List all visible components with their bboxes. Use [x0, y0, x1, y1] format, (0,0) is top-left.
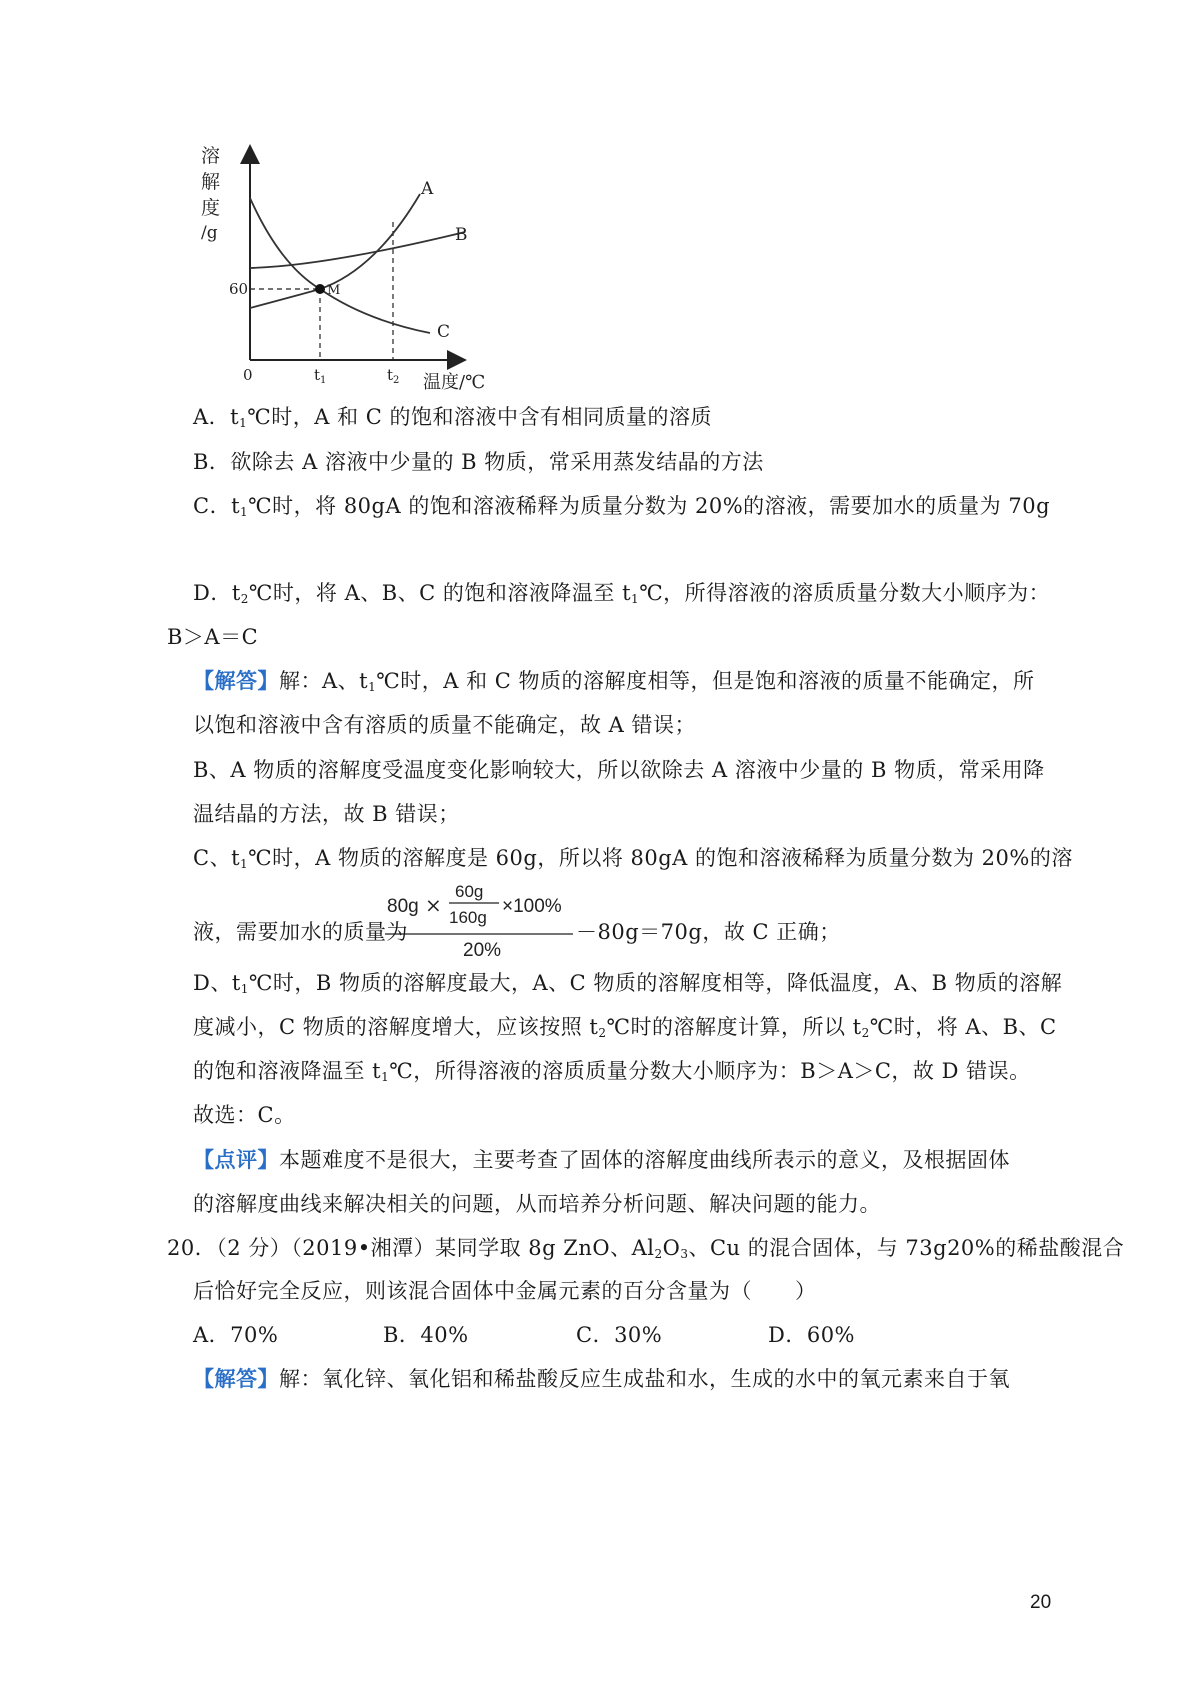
q20-option-b: B．40% [383, 1323, 469, 1347]
page-number: 20 [1030, 1592, 1052, 1613]
option-b: B．欲除去 A 溶液中少量的 B 物质，常采用蒸发结晶的方法 [193, 450, 764, 474]
q20-line-2: 后恰好完全反应，则该混合固体中金属元素的百分含量为（ ） [193, 1279, 817, 1303]
curve-label-b: B [455, 225, 468, 245]
comment-line-1: 【点评】本题难度不是很大，主要考查了固体的溶解度曲线所表示的意义，及根据固体 [193, 1147, 1010, 1172]
answer-line-5: C、$t_1℃$时，A 物质的溶解度是 60g，所以将 80gA 的饱和溶液稀释为质量分数为 20%的溶 [193, 846, 1073, 871]
formula-100pct: ×100% [502, 896, 562, 917]
water-mass-formula [385, 876, 585, 966]
y-axis-label-2: 解 [201, 171, 221, 193]
option-a: A．$t_1℃$时，A 和 C 的饱和溶液中含有相同质量的溶质 [193, 405, 712, 430]
y-axis-label-4: /g [201, 223, 218, 243]
answer-line-3: B、A 物质的溶解度受温度变化影响较大，所以欲除去 A 溶液中少量的 B 物质，常采用降 [193, 758, 1045, 782]
answer-line-1: 【解答】解：A、$t_1℃$时，A 和 C 物质的溶解度相等，但是饱和溶液的质量不能确定，所 [193, 668, 1035, 694]
point-label-m: M [327, 283, 341, 298]
q20-option-d: D．60% [768, 1323, 856, 1347]
y-tick-60: 60 [229, 280, 249, 298]
option-d-cont: B＞A＝C [167, 625, 259, 649]
answer-choice: 故选：C。 [193, 1103, 296, 1127]
solubility-graph [201, 140, 515, 405]
x-tick-t2: $t_2$ [387, 366, 400, 386]
answer-line-6-pre: 液，需要加水的质量为 [193, 920, 408, 944]
formula-160g: 160g [449, 908, 487, 927]
option-d: D．$t_2℃$时，将 A、B、C 的饱和溶液降温至 $t_1℃$，所得溶液的溶质质量分数大小顺序为： [193, 581, 1051, 606]
q20-answer-tag: 【解答】 [193, 1366, 279, 1391]
formula-60g: 60g [455, 882, 484, 901]
curve-label-a: A [421, 179, 434, 199]
option-c: C．$t_1℃$时，将 80gA 的饱和溶液稀释为质量分数为 20%的溶液，需要加水的质量为 70g [193, 494, 1051, 519]
curve-c [250, 198, 430, 333]
curve-b [250, 232, 465, 268]
q20-option-c: C．30% [576, 1323, 663, 1347]
q20-line-1: 20．（2 分）（2019•湘潭）某同学取 8g ZnO、$Al_2O_3$、Cu 的混合固体，与 73g20%的稀盐酸混合 [167, 1236, 1125, 1261]
q20-option-a: A．70% [193, 1323, 279, 1347]
formula-20pct: 20% [463, 940, 502, 961]
answer-line-7: D、$t_1℃$时，B 物质的溶解度最大，A、C 物质的溶解度相等，降低温度，A、B 物质的溶解 [193, 971, 1063, 996]
comment-line-2: 的溶解度曲线来解决相关的问题，从而培养分析问题、解决问题的能力。 [193, 1192, 881, 1216]
comment-tag: 【点评】 [193, 1147, 279, 1172]
answer-line-8: 度减小，C 物质的溶解度增大，应该按照 $t_2℃$时的溶解度计算，所以 $t_2℃$时，将 A、B、C [193, 1015, 1057, 1040]
answer-line-6-post: －80g＝70g，故 C 正确； [576, 920, 841, 944]
q20-answer-line-1: 【解答】解：氧化锌、氧化铝和稀盐酸反应生成盐和水，生成的水中的氧元素来自于氧 [193, 1366, 1010, 1391]
y-axis-label-1: 溶 [201, 145, 221, 167]
answer-line-4: 温结晶的方法，故 B 错误； [193, 802, 460, 826]
answer-line-9: 的饱和溶液降温至 $t_1℃$，所得溶液的溶质质量分数大小顺序为：B＞A＞C，故 D 错误。 [193, 1059, 1031, 1084]
x-tick-t1: $t_1$ [314, 366, 327, 386]
origin-label: 0 [243, 366, 253, 384]
formula-times-1: × [425, 893, 442, 917]
answer-line-2: 以饱和溶液中含有溶质的质量不能确定，故 A 错误； [193, 713, 697, 737]
answer-tag: 【解答】 [193, 668, 279, 693]
y-axis-label-3: 度 [201, 197, 221, 219]
formula-80g: 80g [387, 896, 419, 917]
x-axis-label: 温度/℃ [423, 372, 486, 393]
curve-label-c: C [437, 322, 451, 342]
intersection-point-m [315, 284, 325, 294]
